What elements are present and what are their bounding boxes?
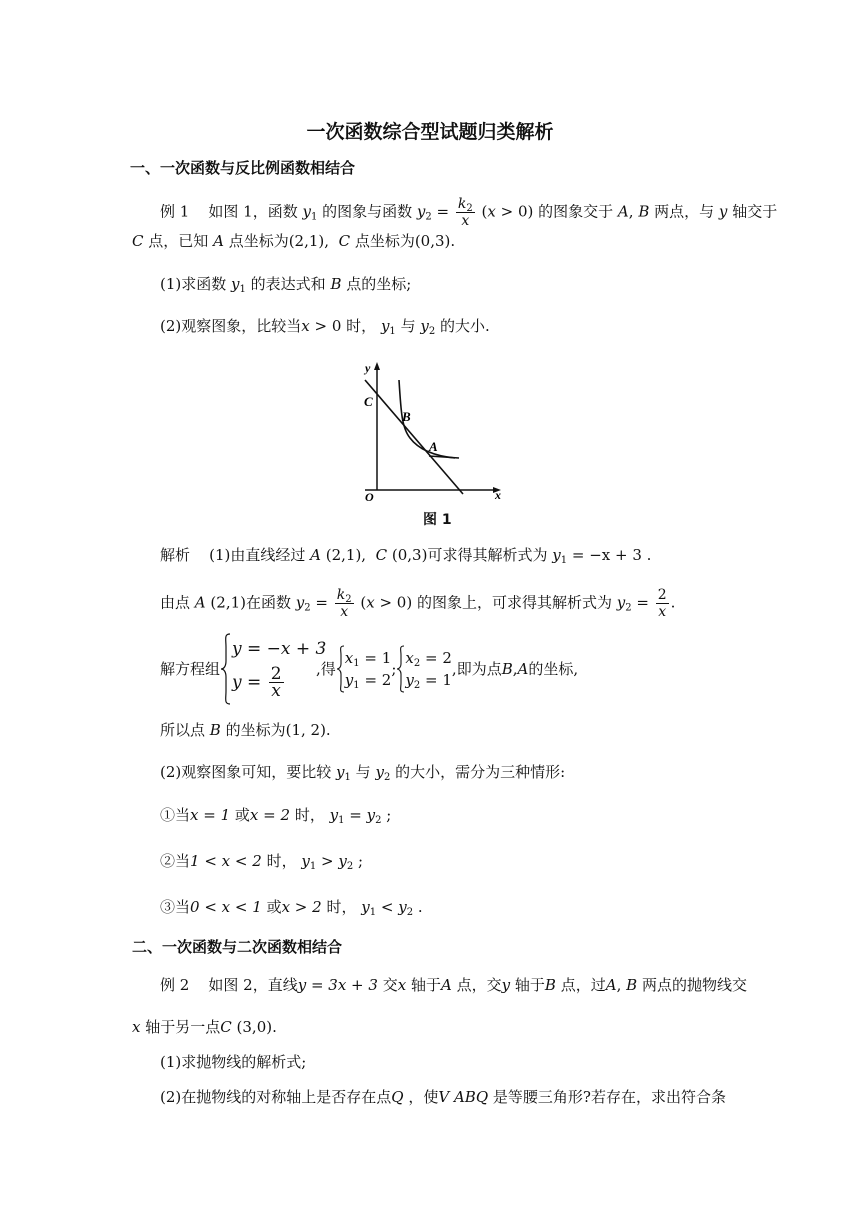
page-title: 一次函数综合型试题归类解析 — [306, 121, 554, 143]
question2: (2)观察图象，比较当x > 0 时， $y_1$ 与 $y_2$ 的大小. — [160, 317, 490, 337]
fig1-c-label: C — [364, 394, 373, 409]
figure1-graph — [355, 358, 515, 504]
example2-question1: (1)求抛物线的解析式; — [160, 1053, 307, 1071]
case1-line: ①当x = 1 或x = 2 时， $y_1 = y_2$ ; — [160, 806, 392, 826]
equation-system-line: 解方程组 y = −x + 3 y = $\frac{2}{x}$ ,得 $x_1 = 1$ $y_1 = 2$ ; $x_2 = 2$ $y_2 = 1$ ,即为点 B , A 的坐标, — [160, 632, 578, 706]
fig1-y-label: y — [365, 361, 371, 375]
fig1-x-label: x — [495, 488, 501, 502]
so-b-line: 所以点 B 的坐标为(1, 2). — [160, 721, 331, 739]
example2-question2: (2)在抛物线的对称轴上是否存在点Q ，使V ABQ 是等腰三角形?若存在，求出符合条 — [160, 1088, 726, 1106]
section1-heading: 一、一次函数与反比例函数相结合 — [130, 159, 356, 177]
brace-small-icon — [336, 645, 345, 693]
solution-line2: 由点 A (2,1)在函数 $y_2$ = $\frac{k_2}{x}$ (x > 0) 的图象上，可求得其解析式为 $y_2$ = $\frac{2}{x}$ . — [160, 587, 676, 620]
figure1-caption: 图 1 — [423, 512, 452, 528]
fig1-origin-label: O — [365, 490, 374, 504]
left-brace-icon — [220, 633, 232, 705]
question1: (1)求函数 $y_1$ 的表达式和 B 点的坐标; — [160, 275, 412, 295]
solution-line1: 解析 (1)由直线经过 A (2,1), C (0,3)可求得其解析式为 $y_1 = -x + 3$ . — [160, 546, 652, 566]
case3-line: ③当0 < x < 1 或x > 2 时， $y_1 < y_2$ . — [160, 898, 423, 918]
example2-line1: 例 2 如图 2，直线y = 3x + 3 交x 轴于A 点，交y 轴于B 点，过A, B 两点的抛物线交 — [160, 976, 747, 994]
section2-heading: 二、一次函数与二次函数相结合 — [132, 938, 343, 956]
case2-line: ②当1 < x < 2 时， $y_1 > y_2$ ; — [160, 852, 364, 872]
fig1-a-label: A — [429, 439, 438, 454]
example1-line2: C 点，已知 A 点坐标为(2,1), C 点坐标为(0,3). — [132, 232, 456, 250]
observe-line: (2)观察图象可知，要比较 $y_1$ 与 $y_2$ 的大小，需分为三种情形: — [160, 763, 566, 783]
example2-line2: x 轴于另一点C (3,0). — [132, 1018, 277, 1036]
k2-over-x-fraction: $\frac{k_2}{x}$ — [457, 196, 473, 229]
example1-line1: 例 1 如图 1，函数 $y_1$ 的图象与函数 $y_2$ = $\frac{k_2}{x}$ (x > 0) 的图象交于 A, B 两点，与 y 轴交于 — [160, 196, 778, 229]
fig1-b-label: B — [402, 409, 411, 424]
